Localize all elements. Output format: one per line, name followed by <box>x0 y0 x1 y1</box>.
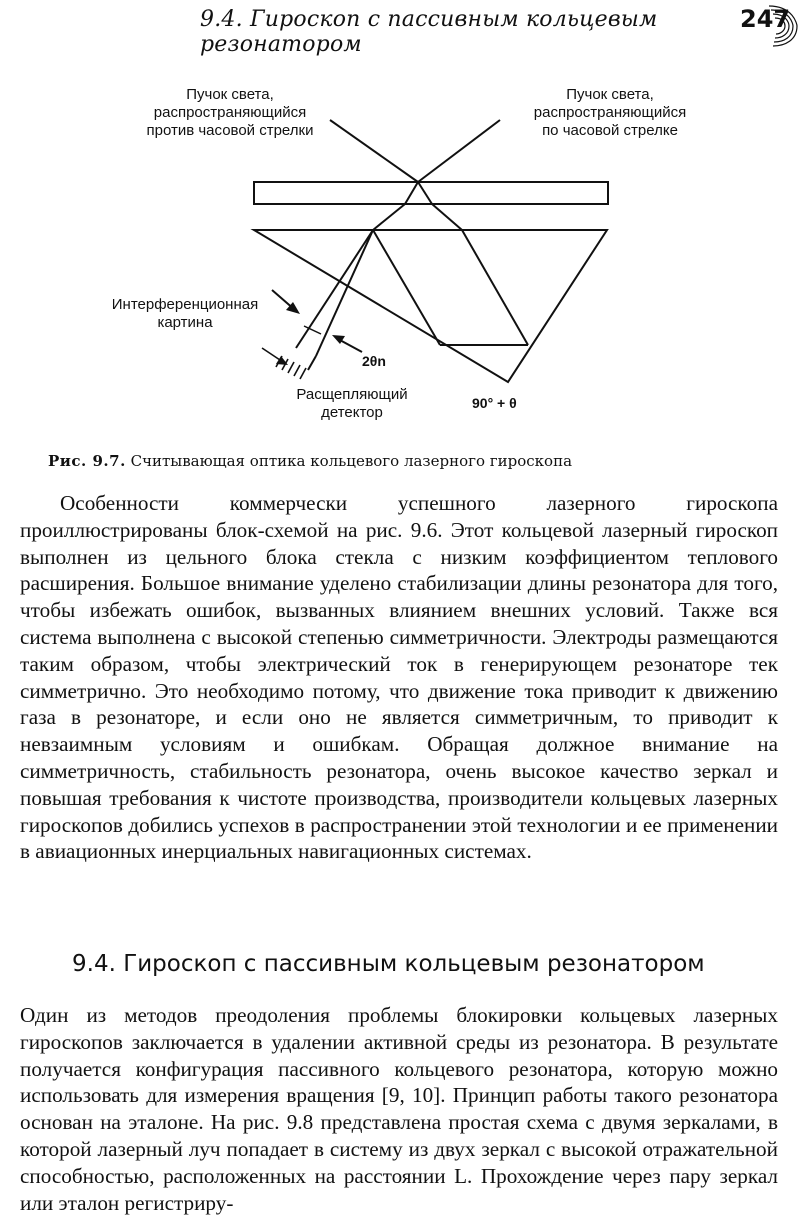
label-detector-line2: детектор <box>321 404 383 421</box>
label-ccw-line1: Пучок света, <box>186 86 274 103</box>
label-angle-90-theta: 90° + θ <box>472 395 517 411</box>
label-interference <box>95 296 275 332</box>
label-cw-beam <box>500 86 720 140</box>
paragraph-1: Особенности коммерчески успешного лазерного гироскопа проиллюстрированы блок-схемой на рис. 9.6. Этот кольцевой лазерный гироскоп выполнен из цельного блока стекла с низким коэффициентом теплового расширения. Большое внимание уделено стабилизации длины резонатора для того, чтобы избежать ошибок, вызванных влиянием внешних условий. Также вся система выполнена с высокой степенью симметричности. Электроды размещаются таким образом, чтобы электрический ток в генерирующем резонаторе тек симметрично. Это необходимо потому, что движение тока приводит к движению газа в резонаторе, и если оно не является симметричным, то приводит к невзаимным условиям и ошибкам. Обращая должное внимание на симметричность, стабильность резонатора, очень высокое качество зеркал и повышая требования к чистоте производства, производители кольцевых лазерных гироскопов добились успехов в распространении этой технологии и ее применении в авиационных инерциальных навигационных системах. <box>20 491 778 864</box>
label-cw-line3: по часовой стрелке <box>542 122 678 139</box>
combining-prism <box>254 230 607 382</box>
label-detector <box>262 386 442 422</box>
running-title: 9.4. Гироскоп с пассивным кольцевым резонатором <box>200 7 658 57</box>
label-interference-line1: Интерференционная <box>111 296 259 313</box>
label-interference-line2: картина <box>157 314 213 331</box>
label-angle-2theta-n: 2θn <box>362 353 386 369</box>
label-ccw-line3: против часовой стрелки <box>146 122 314 139</box>
label-ccw-beam <box>120 86 340 140</box>
label-cw-line1: Пучок света, <box>566 86 654 103</box>
page-number: 247 <box>740 5 791 33</box>
label-ccw-line2: распространяющийся <box>153 104 307 121</box>
label-cw-line2: распространяющийся <box>533 104 687 121</box>
figure-caption <box>48 452 572 470</box>
page-header <box>0 0 799 57</box>
page-number-swirl-icon <box>763 2 799 48</box>
figure-9-7 <box>0 80 799 440</box>
ccw-beam-line <box>330 120 418 182</box>
label-detector-line1: Расщепляющий <box>296 386 408 403</box>
caption-label: Рис. 9.7. <box>48 452 126 470</box>
cw-beam-line <box>418 120 500 182</box>
caption-text: Считывающая оптика кольцевого лазерного гироскопа <box>130 452 573 470</box>
section-heading: 9.4. Гироскоп с пассивным кольцевым резонатором <box>72 951 705 977</box>
paragraph-2: Один из методов преодоления проблемы блокировки кольцевых лазерных гироскопов заключается в удалении активной среды из резонатора. В результате получается конфигурация пассивного кольцевого резонатора, которую можно использовать для измерения вращения [9, 10]. Принцип работы такого резонатора основан на эталоне. На рис. 9.8 представлена простая схема с двумя зеркалами, в которой лазерный луч попадает в систему из двух зеркал с высокой отражательной способностью, расположенных на расстоянии L. Прохождение через пару зеркал или эталон регистриру- <box>20 1003 778 1215</box>
